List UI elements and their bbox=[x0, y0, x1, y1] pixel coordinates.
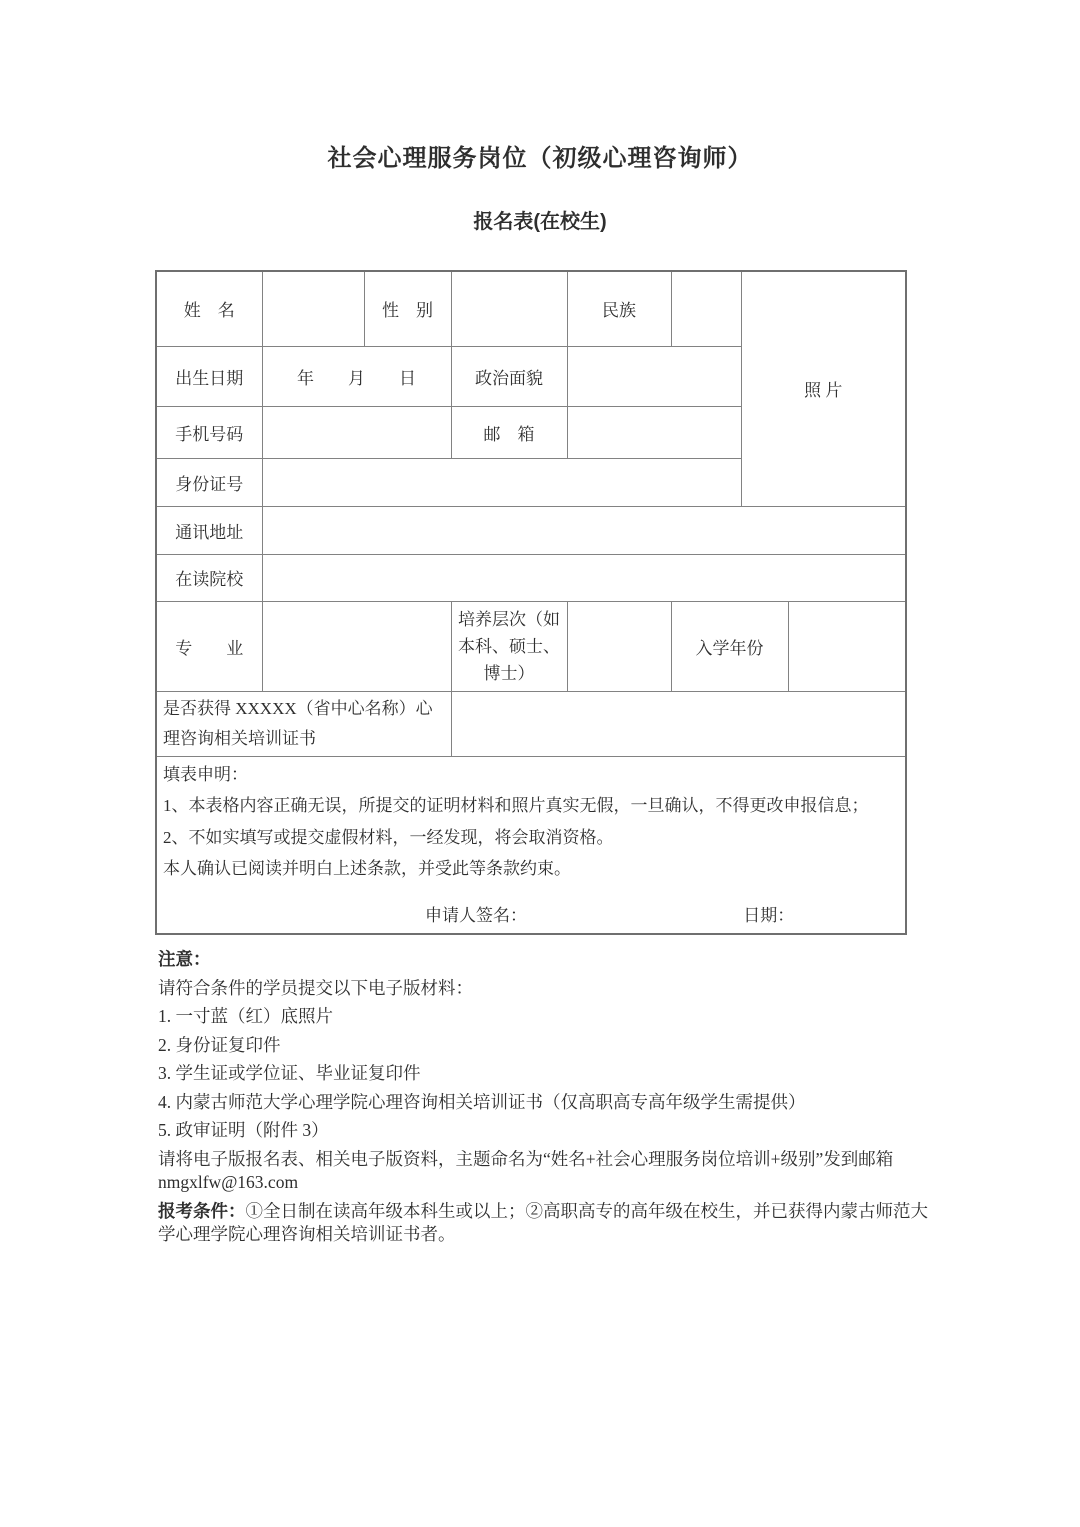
name-value-cell bbox=[262, 271, 364, 346]
name-label: 姓 名 bbox=[156, 271, 262, 346]
declaration-item-2: 2、不如实填写或提交虚假材料，一经发现，将会取消资格。 bbox=[163, 827, 614, 847]
birth-date-placeholder: 年 月 日 bbox=[262, 346, 451, 406]
date-label: 日期： bbox=[743, 905, 795, 925]
phone-value-cell bbox=[262, 406, 451, 458]
notes-heading: 注意： bbox=[158, 949, 211, 969]
requirement-label: 报考条件： bbox=[158, 1200, 246, 1221]
school-value-cell bbox=[262, 554, 906, 601]
gender-label: 性 别 bbox=[364, 271, 451, 346]
document-subtitle: 报名表(在校生) bbox=[473, 211, 607, 233]
application-form-table bbox=[155, 270, 907, 935]
address-label: 通讯地址 bbox=[156, 506, 262, 554]
notes-requirement bbox=[158, 1200, 930, 1247]
id-number-label: 身份证号 bbox=[156, 458, 262, 506]
email-value-cell bbox=[567, 406, 741, 458]
declaration-confirmation: 本人确认已阅读并明白上述条款，并受此等条款约束。 bbox=[163, 859, 571, 878]
document-title: 社会心理服务岗位（初级心理咨询师） bbox=[327, 145, 753, 172]
cert-question-value-cell bbox=[451, 691, 906, 756]
id-number-value-cell bbox=[262, 458, 741, 506]
applicant-signature-label: 申请人签名： bbox=[425, 905, 527, 925]
notes-item-political-review: 5. 政审证明（附件 3） bbox=[158, 1120, 329, 1140]
enroll-year-label: 入学年份 bbox=[671, 601, 788, 691]
declaration-heading: 填表申明： bbox=[163, 764, 248, 784]
training-level-label: 培养层次（如本科、硕士、博士） bbox=[451, 601, 567, 691]
training-level-value-cell bbox=[567, 601, 671, 691]
major-value-cell bbox=[262, 601, 451, 691]
gender-value-cell bbox=[451, 271, 567, 346]
address-value-cell bbox=[262, 506, 906, 554]
email-label: 邮 箱 bbox=[451, 406, 567, 458]
declaration-item-1: 1、本表格内容正确无误，所提交的证明材料和照片真实无假，一旦确认，不得更改申报信息； bbox=[163, 796, 869, 815]
notes-intro: 请符合条件的学员提交以下电子版材料： bbox=[158, 977, 473, 998]
ethnicity-value-cell bbox=[671, 271, 741, 346]
major-label: 专 业 bbox=[156, 601, 262, 691]
notes-submit-instruction: 请将电子版报名表、相关电子版资料，主题命名为“姓名+社会心理服务岗位培训+级别”发到邮箱 nmgxlfw@163.com bbox=[158, 1148, 894, 1192]
declaration-cell bbox=[156, 756, 906, 934]
notes-item-training-cert: 4. 内蒙古师范大学心理学院心理咨询相关培训证书（仅高职高专高年级学生需提供） bbox=[158, 1091, 806, 1112]
notes-item-student-cert: 3. 学生证或学位证、毕业证复印件 bbox=[158, 1063, 421, 1083]
notes-item-photo: 1. 一寸蓝（红）底照片 bbox=[158, 1006, 333, 1026]
birth-date-label: 出生日期 bbox=[156, 346, 262, 406]
enroll-year-value-cell bbox=[788, 601, 906, 691]
photo-placeholder-cell: 照 片 bbox=[741, 271, 906, 506]
notes-section bbox=[158, 948, 930, 1252]
requirement-text: ①全日制在读高年级本科生或以上；②高职高专的高年级在校生，并已获得内蒙古师范大学心理学院心理咨询相关培训证书者。 bbox=[158, 1200, 928, 1244]
cert-question-label: 是否获得 XXXXX（省中心名称）心理咨询相关培训证书 bbox=[156, 691, 451, 756]
phone-label: 手机号码 bbox=[156, 406, 262, 458]
ethnicity-label: 民族 bbox=[567, 271, 671, 346]
political-status-label: 政治面貌 bbox=[451, 346, 567, 406]
school-label: 在读院校 bbox=[156, 554, 262, 601]
signature-row bbox=[163, 900, 899, 932]
notes-item-id-copy: 2. 身份证复印件 bbox=[158, 1034, 281, 1055]
political-status-value-cell bbox=[567, 346, 741, 406]
